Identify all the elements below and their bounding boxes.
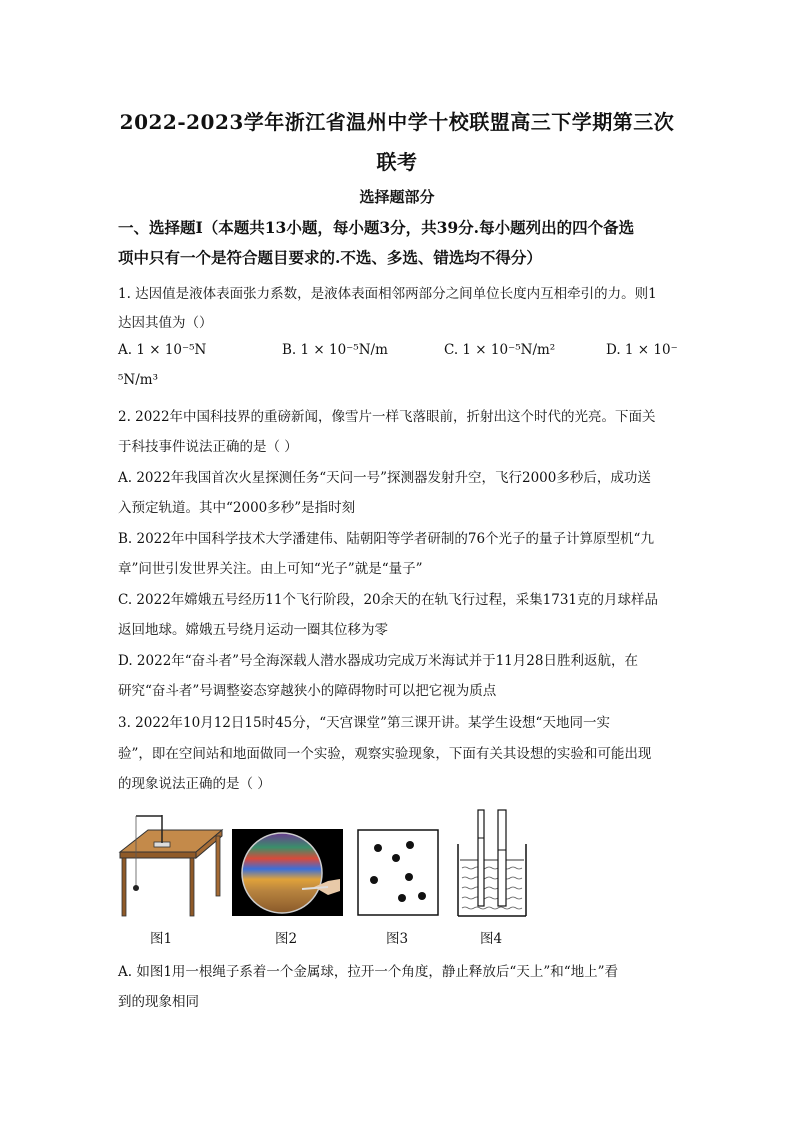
q3-stem-line1: 3. 2022年10月12日15时45分，“天宫课堂”第三课开讲。某学生设想“天地同一实 xyxy=(118,715,610,731)
q2-option-b-line1: B. 2022年中国科学技术大学潘建伟、陆朝阳等学者研制的76个光子的量子计算原型机“九 xyxy=(118,531,654,547)
q2-option-a-line2: 入预定轨道。其中“2000多秒”是指时刻 xyxy=(118,500,356,516)
q2-option-c-line2: 返回地球。嫦娥五号绕月运动一圈其位移为零 xyxy=(118,622,388,638)
q1-option-a: A. 1 × 10⁻⁵N xyxy=(118,342,207,358)
q2-stem-line1: 2. 2022年中国科技界的重磅新闻，像雪片一样飞落眼前，折射出这个时代的光亮。下面关 xyxy=(118,409,656,425)
exam-title-line2: 联考 xyxy=(376,150,418,174)
figure2-soap-film-drawing xyxy=(232,829,343,916)
q1-option-d: D. 1 × 10⁻ xyxy=(606,342,678,358)
q2-option-b-line2: 章”问世引发世界关注。由上可知“光子”就是“量子” xyxy=(118,561,423,577)
q2-option-c-line1: C. 2022年嫦娥五号经历11个飞行阶段，20余天的在轨飞行过程，采集1731克的月球样品 xyxy=(118,592,658,608)
q3-option-a-line2: 到的现象相同 xyxy=(118,994,199,1010)
figure2-label: 图2 xyxy=(275,931,298,947)
q2-option-a-line1: A. 2022年我国首次火星探测任务“天问一号”探测器发射升空，飞行2000多秒后，成功送 xyxy=(118,470,651,486)
exam-title-line1: 2022-2023学年浙江省温州中学十校联盟高三下学期第三次 xyxy=(119,110,675,134)
figure1-label: 图1 xyxy=(150,931,173,947)
q2-option-d-line2: 研究“奋斗者”号调整姿态穿越狭小的障碍物时可以把它视为质点 xyxy=(118,683,497,699)
part1-instruction-line2: 项中只有一个是符合题目要求的.不选、多选、错选均不得分） xyxy=(118,248,542,267)
q3-stem-line3: 的现象说法正确的是（ ） xyxy=(118,776,271,792)
figure3-particles-drawing xyxy=(357,829,439,916)
q2-option-d-line1: D. 2022年“奋斗者”号全海深载人潜水器成功完成万米海试并于11月28日胜利返航，在 xyxy=(118,653,638,669)
q1-option-c: C. 1 × 10⁻⁵N/m² xyxy=(444,342,556,358)
q3-stem-line2: 验”，即在空间站和地面做同一个实验，观察实验现象，下面有关其设想的实验和可能出现 xyxy=(118,746,652,762)
q1-option-d-cont: ⁵N/m³ xyxy=(118,372,158,388)
part1-instruction-line1: 一、选择题Ⅰ（本题共13小题，每小题3分，共39分.每小题列出的四个备选 xyxy=(118,218,635,237)
section-title: 选择题部分 xyxy=(359,188,435,206)
q2-stem-line2: 于科技事件说法正确的是（ ） xyxy=(118,439,298,455)
figure1-pendulum-drawing xyxy=(118,812,224,920)
figure4-label: 图4 xyxy=(480,931,503,947)
figure4-capillary-drawing xyxy=(456,808,528,918)
q1-option-b: B. 1 × 10⁻⁵N/m xyxy=(282,342,388,358)
q1-stem-line2: 达因其值为（） xyxy=(118,315,213,331)
q1-stem-line1: 1. 达因值是液体表面张力系数，是液体表面相邻两部分之间单位长度内互相牵引的力。则1 xyxy=(118,286,657,302)
q3-option-a-line1: A. 如图1用一根绳子系着一个金属球，拉开一个角度，静止释放后“天上”和“地上”看 xyxy=(118,964,619,980)
figure3-label: 图3 xyxy=(386,931,409,947)
